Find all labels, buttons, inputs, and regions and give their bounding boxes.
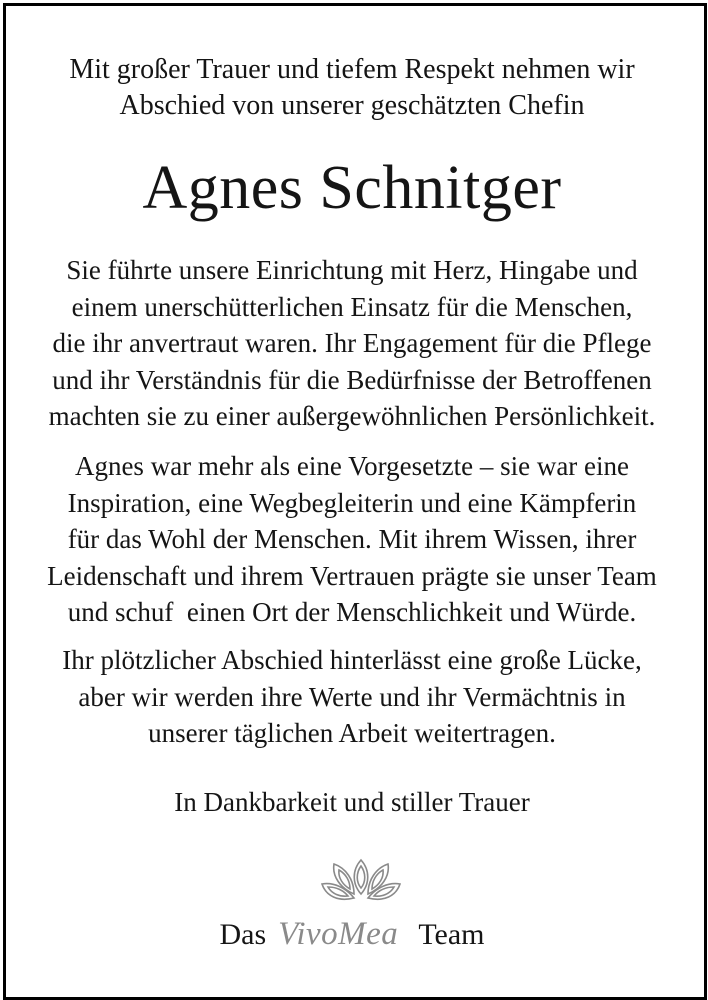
paragraph-line: Leidenschaft und ihrem Vertrauen prägte sie unser Team	[47, 560, 657, 591]
deceased-name: Agnes Schnitger	[142, 154, 562, 222]
paragraph-1	[0, 252, 704, 435]
paragraph-line: Sie führte unsere Einrichtung mit Herz, Hingabe und	[66, 255, 638, 285]
team-signature	[0, 912, 704, 957]
signature-prefix: Das	[219, 918, 267, 951]
paragraph-line: aber wir werden ihre Werte und ihr Vermächtnis in	[78, 681, 626, 712]
paragraph-line: Agnes war mehr als eine Vorgesetzte – sie war eine	[74, 451, 630, 481]
closing-line: In Dankbarkeit und stiller Trauer	[174, 787, 530, 817]
paragraph-3	[0, 642, 704, 752]
paragraph-line: Inspiration, eine Wegbegleiterin und eine Kämpferin	[67, 487, 637, 518]
paragraph-line: die ihr anvertraut waren. Ihr Engagement für die Pflege	[52, 328, 652, 358]
paragraph-line: und schuf einen Ort der Menschlichkeit und Würde.	[67, 597, 637, 627]
paragraph-line: machten sie zu einer außergewöhnlichen Persönlichkeit.	[48, 401, 656, 431]
lotus-leaves-icon	[316, 854, 406, 918]
brand-name: VivoMea	[278, 916, 399, 952]
paragraph-line: unserer täglichen Arbeit weitertragen.	[148, 718, 556, 748]
intro-text	[0, 52, 704, 124]
paragraph-line: und ihr Verständnis für die Bedürfnisse der Betroffenen	[52, 364, 652, 395]
paragraph-2	[0, 448, 704, 631]
signature-suffix: Team	[418, 918, 485, 951]
paragraph-line: einem unerschütterlichen Einsatz für die Menschen,	[71, 291, 633, 322]
intro-line: Mit großer Trauer und tiefem Respekt nehmen wir	[69, 54, 635, 85]
paragraph-line: für das Wohl der Menschen. Mit ihrem Wissen, ihrer	[67, 524, 637, 554]
paragraph-line: Ihr plötzlicher Abschied hinterlässt eine große Lücke,	[62, 645, 642, 675]
intro-line: Abschied von unserer geschätzten Chefin	[119, 90, 585, 121]
